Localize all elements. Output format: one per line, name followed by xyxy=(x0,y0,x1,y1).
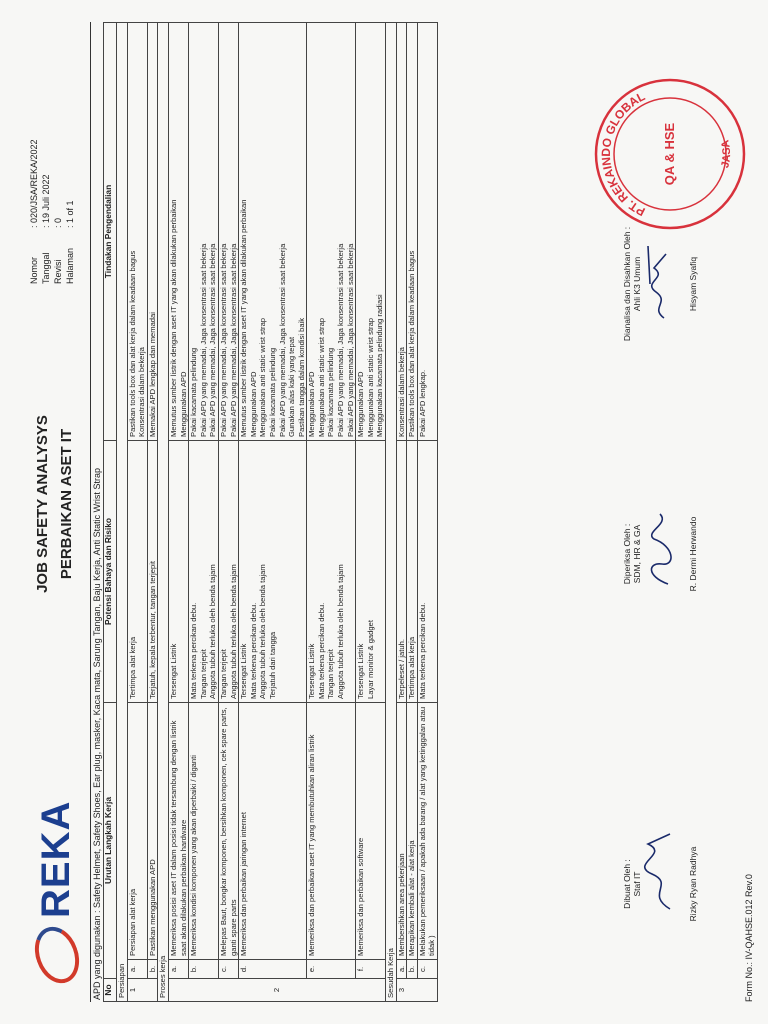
hazard-item: Terjatuh, kepala terbentur, tangan terjepit xyxy=(147,560,157,699)
row-sub: b. xyxy=(407,960,418,979)
company-stamp xyxy=(590,74,750,234)
signature-made xyxy=(622,784,698,984)
hazard-item: Mata terkena percikan debu. xyxy=(417,602,427,699)
table-row xyxy=(127,23,147,1002)
row-controls xyxy=(239,23,307,441)
row-controls xyxy=(417,23,437,441)
control-item: Pakai kacamata pelindung xyxy=(267,347,277,437)
section-label: Persiapan xyxy=(117,23,128,1002)
hazard-item: Anggota tubuh terluka oleh benda tajam xyxy=(336,564,346,699)
control-item: Pakai APD yang memadai, Jaga konsentrasi saat bekerja xyxy=(198,243,208,437)
control-item: Menggunakan APD xyxy=(307,371,317,437)
control-item: Pakai APD yang memadai, Jaga konsentrasi saat bekerja xyxy=(208,243,218,437)
reka-logo-icon xyxy=(27,921,86,990)
row-controls xyxy=(168,23,188,441)
control-item: Memutus sumber listrik dengan aset IT yang akan dilakukan perbaikan xyxy=(168,199,178,437)
apd-line: APD yang digunakan : Safety Helmet, Safety Shoes, Ear plug, masker, Kaca mata, Sarung Tangan, Baju Kerja, Anti Static Wrist Strap xyxy=(90,22,104,1002)
row-sub: c. xyxy=(417,960,437,979)
meta-value: : 020/JSA/REKA/2022 xyxy=(29,139,39,228)
hazard-item: Terjatuh dari tangga xyxy=(267,631,277,699)
row-hazards xyxy=(417,441,437,703)
control-item: Menggunakan anti static wrist strap xyxy=(316,317,326,437)
control-item: Pastikan tools box dan alat kerja dalam keadaan bagus xyxy=(407,250,417,437)
signature-name: R. Dermi Herwando xyxy=(688,516,698,592)
row-controls xyxy=(407,23,418,441)
handwritten-signature xyxy=(640,504,680,594)
row-hazards xyxy=(127,441,147,703)
row-sub: b. xyxy=(147,960,158,979)
row-hazards xyxy=(307,441,356,703)
meta-row xyxy=(40,139,52,284)
row-hazards xyxy=(407,441,418,703)
row-step: Persiapan alat kerja xyxy=(127,703,147,960)
meta-key: Nomor xyxy=(29,256,39,284)
meta-key: Tanggal xyxy=(41,252,51,284)
table-row xyxy=(417,23,437,1002)
hazard-item: Layar monitor & gadget xyxy=(365,620,375,699)
row-step: Pastikan menggunakan APD xyxy=(147,703,158,960)
signature-label: Diperiksa Oleh : xyxy=(622,523,632,585)
row-controls xyxy=(189,23,219,441)
row-step: Memeriksa kondisi komponen yang akan diperbaiki / diganti xyxy=(189,703,219,960)
company-logo xyxy=(34,801,79,984)
signature-label: Dibuat Oleh : xyxy=(622,859,632,909)
row-step: Melakukan pemeriksaan / apakah ada barang / alat yang ketinggalan atau tidak ) xyxy=(417,703,437,960)
row-controls xyxy=(356,23,386,441)
stamp-ring-text: PT. REKAINDO GLOBAL xyxy=(598,89,648,219)
row-number: 2 xyxy=(168,979,385,1002)
signature-checked xyxy=(622,454,698,654)
hazard-item: Mata terkena percikan debu. xyxy=(189,602,199,699)
signature-role: SDM, HR & GA xyxy=(632,524,642,584)
row-sub: b. xyxy=(189,960,219,979)
control-item: Memakai APD lengkap dan memadai xyxy=(147,312,157,437)
table-row xyxy=(307,23,356,1002)
control-item: Menggunakan APD xyxy=(356,371,366,437)
stamp-center-text: QA & HSE xyxy=(662,122,677,186)
header-hazard: Potensi Bahaya dan Risiko xyxy=(104,441,117,703)
control-item: Pastikan tangga dalam kondisi baik xyxy=(296,317,306,437)
document-title: JOB SAFETY ANALYSYS xyxy=(34,415,51,593)
control-item: Menggunakan APD xyxy=(248,371,258,437)
hazard-item: Tangan terjepit xyxy=(218,649,228,699)
control-item: Gunakan alas kaki yang tepat xyxy=(287,336,297,437)
signature-name: Hisyam Syafiq xyxy=(688,256,698,312)
signature-name: Rizky Ryan Radhya xyxy=(688,846,698,922)
row-sub: a. xyxy=(168,960,188,979)
control-item: Menggunakan anti static wrist strap xyxy=(365,317,375,437)
header-control: Tindakan Pengendalian xyxy=(104,23,117,441)
row-step: Memeriksa dan perbaikan software xyxy=(356,703,386,960)
section-row xyxy=(117,23,128,1002)
svg-text:JASA xyxy=(719,139,733,169)
control-item: Menggunakan kacamata pelindung radiasi xyxy=(375,294,385,437)
stamp-bottom-text: JASA xyxy=(719,138,734,170)
logo-text: REKA xyxy=(34,800,78,918)
control-item: Konsentrasi dalam bekerja xyxy=(396,347,406,437)
document-meta xyxy=(28,139,76,284)
table-row xyxy=(218,23,238,1002)
row-sub: f. xyxy=(356,960,386,979)
row-hazards xyxy=(239,441,307,703)
row-step: Membersihkan area pekerjaan xyxy=(396,703,407,960)
hazard-item: Tangan terjepit xyxy=(326,649,336,699)
hazard-item: Terpeleset / jatuh. xyxy=(396,639,406,699)
hazard-item: Tertimpa alat kerja xyxy=(407,636,417,699)
row-controls xyxy=(307,23,356,441)
row-hazards xyxy=(356,441,386,703)
control-item: Pakai APD yang memadai, Jaga konsentrasi saat bekerja xyxy=(218,243,228,437)
row-controls xyxy=(218,23,238,441)
meta-value: : 0 xyxy=(53,217,63,228)
handwritten-signature xyxy=(640,234,680,324)
row-hazards xyxy=(218,441,238,703)
hazard-item: Mata terkena percikan debu. xyxy=(248,602,258,699)
row-hazards xyxy=(147,441,158,703)
control-item: Menggunakan anti static wrist strap xyxy=(258,317,268,437)
signature-role: Ahli K3 Umum xyxy=(632,256,642,312)
table-row xyxy=(356,23,386,1002)
row-hazards xyxy=(396,441,407,703)
row-number: 3 xyxy=(396,979,437,1002)
form-number: Form No.: IV-QAHSE.012 Rev.0 xyxy=(744,874,754,1002)
header-step: Urutan Langkah Kerja xyxy=(104,703,117,979)
table-header-row xyxy=(104,23,117,1002)
row-controls xyxy=(396,23,407,441)
row-sub: e. xyxy=(307,960,356,979)
signature-label: Dianalisa dan Disahkan Oleh : xyxy=(622,226,632,342)
meta-key: Revisi xyxy=(53,259,63,284)
jsa-table xyxy=(103,22,438,1002)
row-sub: a. xyxy=(127,960,147,979)
svg-text:PT. REKAINDO GLOBAL xyxy=(599,89,647,219)
hazard-item: Tersengat Listrik xyxy=(356,643,366,699)
control-item: Memutus sumber listrik dengan aset IT yang akan dilakukan perbaikan xyxy=(239,199,249,437)
hazard-item: Tersengat Listrik xyxy=(307,643,317,699)
control-item: Pakai APD yang memadai, Jaga konsentrasi saat bekerja xyxy=(345,243,355,437)
section-row xyxy=(386,23,397,1002)
table-row xyxy=(407,23,418,1002)
table-row xyxy=(189,23,219,1002)
row-number: 1 xyxy=(127,979,158,1002)
hazard-item: Anggota tubuh terluka oleh benda tajam xyxy=(208,564,218,699)
section-label: Proses kerja xyxy=(158,23,169,1002)
meta-value: : 1 of 1 xyxy=(65,200,75,228)
control-item: Pakai APD lengkap. xyxy=(417,369,427,437)
control-item: Menggunakan APD xyxy=(178,371,188,437)
table-row xyxy=(147,23,158,1002)
row-step: Memeriksa posisi aset IT dalam posisi tidak tersambung dengan listrik saat akan dilakukan perbaikan hardware xyxy=(168,703,188,960)
row-step: Merapikan kembali alat - alat kerja xyxy=(407,703,418,960)
hazard-item: Tersengat Listrik xyxy=(168,643,178,699)
section-row xyxy=(158,23,169,1002)
meta-row xyxy=(64,139,76,284)
control-item: Pakai APD yang memadai, Jaga konsentrasi saat bekerja xyxy=(228,243,238,437)
hazard-item: Tertimpa alat kerja xyxy=(127,636,137,699)
row-step: Memeriksa dan perbaikan aset IT yang membutuhkan aliran listrik xyxy=(307,703,356,960)
meta-row xyxy=(28,139,40,284)
header-no: No xyxy=(104,979,117,1002)
row-step: Memeriksa dan perbaikan jaringan internet xyxy=(239,703,307,960)
control-item: Pakai APD yang memadai, Jaga konsentrasi saat bekerja xyxy=(336,243,346,437)
table-row xyxy=(168,23,188,1002)
row-hazards xyxy=(168,441,188,703)
row-sub: d. xyxy=(239,960,307,979)
row-sub: c. xyxy=(218,960,238,979)
table-row xyxy=(239,23,307,1002)
table-row xyxy=(396,23,407,1002)
section-label: Sesudah Kerja xyxy=(386,23,397,1002)
meta-row xyxy=(52,139,64,284)
control-item: Pakai APD yang memadai, Jaga konsentrasi saat bekerja xyxy=(277,243,287,437)
row-hazards xyxy=(189,441,219,703)
hazard-item: Anggota tubuh terluka oleh benda tajam xyxy=(228,564,238,699)
control-item: Pakai kacamata pelindung xyxy=(326,347,336,437)
hazard-item: Anggota tubuh terluka oleh benda tajam xyxy=(258,564,268,699)
row-sub: a. xyxy=(396,960,407,979)
hazard-item: Tangan terjepit xyxy=(198,649,208,699)
row-controls xyxy=(127,23,147,441)
document-subtitle: PERBAIKAN ASET IT xyxy=(58,428,75,580)
handwritten-signature xyxy=(640,824,680,914)
hazard-item: Tersengat Listrik xyxy=(239,643,249,699)
control-item: Pastikan tools box dan alat kerja dalam keadaan bagus xyxy=(127,250,137,437)
meta-value: : 19 Juli 2022 xyxy=(41,174,51,228)
control-item: Konsentrasi dalam bekerja xyxy=(137,347,147,437)
meta-key: Halaman xyxy=(65,247,75,284)
signature-role: Staf IT xyxy=(632,871,642,897)
row-controls xyxy=(147,23,158,441)
control-item: Pakai kacamata pelindung xyxy=(189,347,199,437)
row-step: Melepas Baut, bongkar komponen, bersihkan komponen, cek spare parts, ganti spare parts xyxy=(218,703,238,960)
hazard-item: Mata terkena percikan debu. xyxy=(316,602,326,699)
